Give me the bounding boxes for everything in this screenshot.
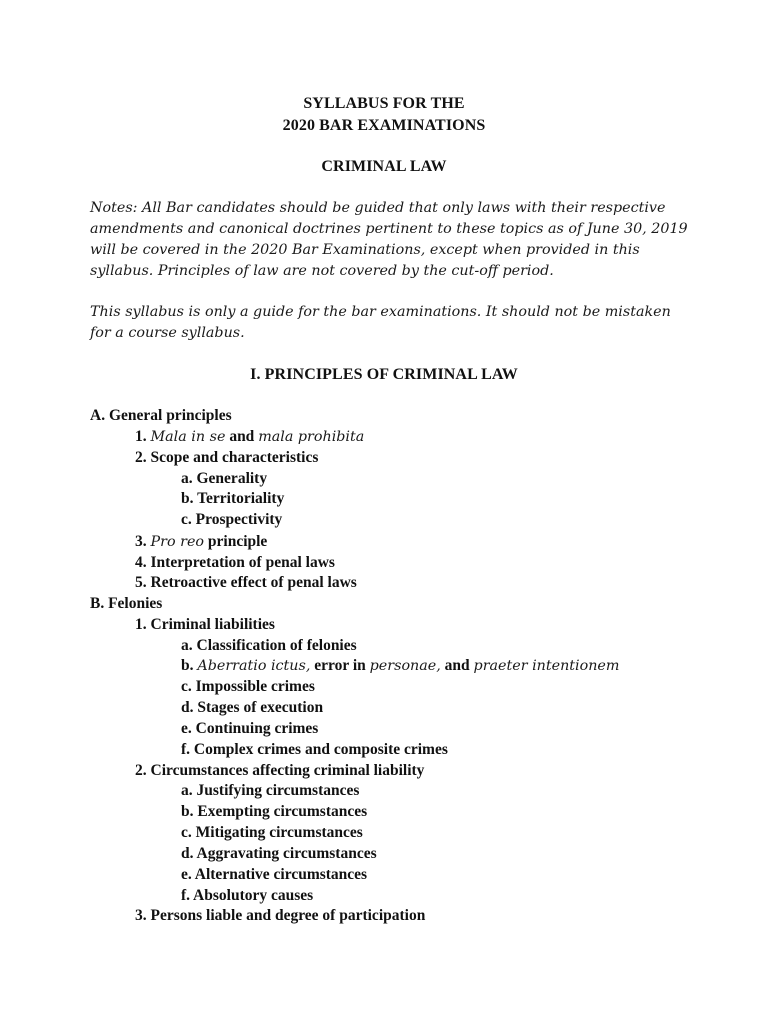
outline-item-B2a: a. Justifying circumstances	[181, 782, 360, 799]
subject-heading: CRIMINAL LAW	[321, 158, 447, 175]
item-number: b.	[181, 657, 198, 674]
outline-item-B1d: d. Stages of execution	[181, 699, 324, 716]
outline-item-A4: 4. Interpretation of penal laws	[135, 554, 335, 571]
outline-item-B2: 2. Circumstances affecting criminal liability	[135, 762, 425, 779]
outline-item-B1e: e. Continuing crimes	[181, 720, 319, 737]
outline-item-A1	[135, 427, 364, 447]
outline-item-B1f: f. Complex crimes and composite crimes	[181, 741, 448, 758]
outline-item-B2e: e. Alternative circumstances	[181, 866, 368, 883]
outline-item-A2: 2. Scope and characteristics	[135, 449, 319, 466]
outline-item-B2f: f. Absolutory causes	[181, 887, 314, 904]
item-text: error in	[310, 657, 370, 674]
outline-item-B3: 3. Persons liable and degree of participation	[135, 907, 426, 924]
outline-item-B1: 1. Criminal liabilities	[135, 616, 275, 633]
outline-item-A2b: b. Territoriality	[181, 490, 285, 507]
outline-item-A2a: a. Generality	[181, 470, 268, 487]
item-text: and	[225, 428, 259, 445]
outline-item-A5: 5. Retroactive effect of penal laws	[135, 574, 357, 591]
latin-term: Aberratio ictus,	[197, 658, 311, 674]
outline-item-B1c: c. Impossible crimes	[181, 678, 315, 695]
item-number: 1.	[135, 428, 151, 445]
outline-item-B2c: c. Mitigating circumstances	[181, 824, 363, 841]
outline-item-B1a: a. Classification of felonies	[181, 637, 357, 654]
title-line-1: SYLLABUS FOR THE	[303, 95, 465, 112]
outline-item-B2b: b. Exempting circumstances	[181, 803, 368, 820]
item-text: principle	[204, 533, 268, 550]
outline-item-B1b	[181, 656, 619, 676]
item-number: 3.	[135, 533, 151, 550]
title-line-2: 2020 BAR EXAMINATIONS	[282, 117, 486, 134]
latin-term: praeter intentionem	[473, 658, 620, 674]
item-text: and	[440, 657, 474, 674]
note-line: syllabus. Principles of law are not covered by the cut-off period.	[90, 263, 554, 279]
outline-item-B: B. Felonies	[90, 595, 163, 612]
latin-term: Mala in se	[150, 429, 226, 445]
latin-term: personae,	[369, 658, 441, 674]
outline-item-A2c: c. Prospectivity	[181, 511, 283, 528]
cutoff-note	[90, 198, 690, 282]
note-line: will be covered in the 2020 Bar Examinations, except when provided in this	[90, 242, 640, 258]
note-line: amendments and canonical doctrines pertinent to these topics as of June 30, 2019	[90, 221, 688, 237]
outline-item-B2d: d. Aggravating circumstances	[181, 845, 377, 862]
note-line: for a course syllabus.	[90, 325, 245, 341]
section-heading: I. PRINCIPLES OF CRIMINAL LAW	[250, 366, 518, 383]
outline-item-A: A. General principles	[90, 407, 232, 424]
note-line: Notes: All Bar candidates should be guided that only laws with their respective	[90, 200, 666, 216]
latin-term: Pro reo	[150, 534, 205, 550]
outline-item-A3	[135, 532, 267, 552]
latin-term: mala prohibita	[258, 429, 365, 445]
guide-note	[90, 302, 690, 344]
note-line: This syllabus is only a guide for the bar examinations. It should not be mistaken	[90, 304, 671, 320]
